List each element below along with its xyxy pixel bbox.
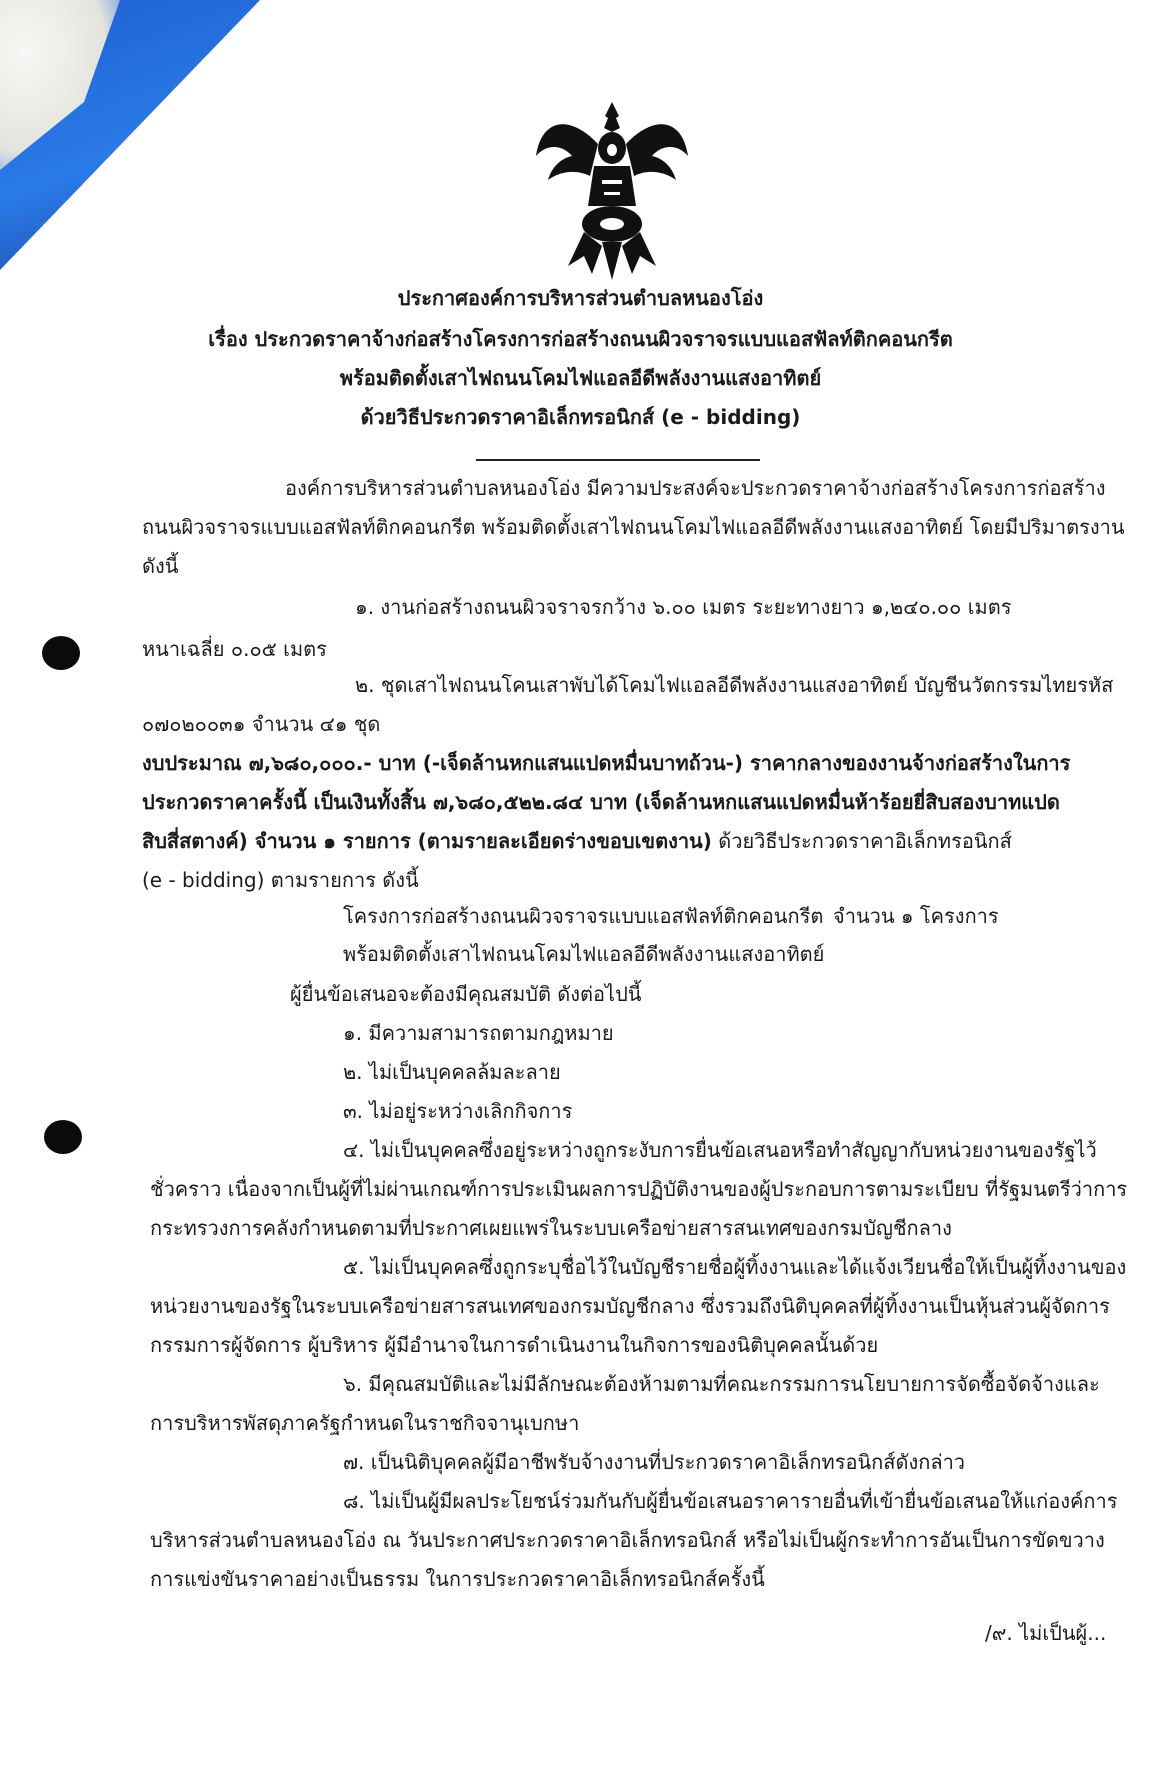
budget-paragraph-line bbox=[142, 828, 1012, 854]
continued-marker: /๙. ไม่เป็นผู้... bbox=[985, 1621, 1107, 1645]
qualification-item: ๔. ไม่เป็นบุคคลซึ่งอยู่ระหว่างถูกระงับการยื่นข้อเสนอหรือทำสัญญากับหน่วยงานของรัฐไว้ bbox=[343, 1138, 1097, 1162]
announcement-subject-line3: ด้วยวิธีประกวดราคาอิเล็กทรอนิกส์ (e - bidding) bbox=[360, 405, 801, 429]
project-item-name: โครงการก่อสร้างถนนผิวจราจรแบบแอสฟัลท์ติกคอนกรีต bbox=[343, 904, 824, 928]
scope-item-1: ๑. งานก่อสร้างถนนผิวจราจรกว้าง ๖.๐๐ เมตร ระยะทางยาว ๑,๒๔๐.๐๐ เมตร bbox=[355, 595, 1012, 619]
budget-bold-text: สิบสี่สตางค์) จำนวน ๑ รายการ (ตามรายละเอียดร่างขอบเขตงาน) bbox=[142, 829, 712, 853]
budget-plain-text: ด้วยวิธีประกวดราคาอิเล็กทรอนิกส์ bbox=[711, 829, 1012, 853]
qualification-item-cont: หน่วยงานของรัฐในระบบเครือข่ายสารสนเทศของกรมบัญชีกลาง ซึ่งรวมถึงนิติบุคคลที่ผู้ทิ้งงานเป็นหุ้นส่วนผู้จัดการ bbox=[150, 1294, 1110, 1318]
qualification-item: ๗. เป็นนิติบุคคลผู้มีอาชีพรับจ้างงานที่ประกวดราคาอิเล็กทรอนิกส์ดังกล่าว bbox=[343, 1450, 966, 1474]
qualification-item: ๕. ไม่เป็นบุคคลซึ่งถูกระบุชื่อไว้ในบัญชีรายชื่อผู้ทิ้งงานและได้แจ้งเวียนชื่อให้เป็นผู้ทิ้งงานของ bbox=[343, 1255, 1127, 1279]
punch-hole bbox=[44, 1120, 82, 1154]
qualification-item-cont: ชั่วคราว เนื่องจากเป็นผู้ที่ไม่ผ่านเกณฑ์การประเมินผลการปฏิบัติงานของผู้ประกอบการตามระเบียบ ที่รัฐมนตรีว่าการ bbox=[150, 1177, 1128, 1201]
garuda-emblem-icon bbox=[532, 96, 692, 284]
qualification-item: ๘. ไม่เป็นผู้มีผลประโยชน์ร่วมกันกับผู้ยื่นข้อเสนอราคารายอื่นที่เข้ายื่นข้อเสนอให้แก่องค์การ bbox=[343, 1489, 1118, 1513]
qualification-item-cont: การบริหารพัสดุภาครัฐกำหนดในราชกิจจานุเบกษา bbox=[150, 1411, 580, 1435]
project-item-name-cont: พร้อมติดตั้งเสาไฟถนนโคมไฟแอลอีดีพลังงานแสงอาทิตย์ bbox=[343, 942, 825, 966]
punch-hole bbox=[42, 636, 80, 670]
qualification-item-cont: กรรมการผู้จัดการ ผู้บริหาร ผู้มีอำนาจในการดำเนินงานในกิจการของนิติบุคคลนั้นด้วย bbox=[150, 1333, 879, 1357]
qualification-item: ๒. ไม่เป็นบุคคลล้มละลาย bbox=[343, 1060, 561, 1084]
qualification-item-cont: บริหารส่วนตำบลหนองโอ่ง ณ วันประกาศประกวดราคาอิเล็กทรอนิกส์ หรือไม่เป็นผู้กระทำการอันเป็นการขัดขวาง bbox=[150, 1528, 1105, 1552]
scope-item-1-cont: หนาเฉลี่ย ๐.๐๕ เมตร bbox=[142, 637, 327, 661]
qualification-item: ๑. มีความสามารถตามกฎหมาย bbox=[343, 1021, 614, 1045]
qualification-intro: ผู้ยื่นข้อเสนอจะต้องมีคุณสมบัติ ดังต่อไปนี้ bbox=[290, 982, 642, 1006]
budget-paragraph: งบประมาณ ๗,๖๘๐,๐๐๐.- บาท (-เจ็ดล้านหกแสนแปดหมื่นบาทถ้วน-) ราคากลางของงานจ้างก่อสร้างในการ bbox=[142, 751, 1071, 775]
project-item-qty: จำนวน ๑ โครงการ bbox=[833, 904, 999, 928]
qualification-item: ๖. มีคุณสมบัติและไม่มีลักษณะต้องห้ามตามที่คณะกรรมการนโยบายการจัดซื้อจัดจ้างและ bbox=[343, 1372, 1100, 1396]
qualification-item-cont: การแข่งขันราคาอย่างเป็นธรรม ในการประกวดราคาอิเล็กทรอนิกส์ครั้งนี้ bbox=[150, 1567, 765, 1591]
intro-paragraph: องค์การบริหารส่วนตำบลหนองโอ่ง มีความประสงค์จะประกวดราคาจ้างก่อสร้างโครงการก่อสร้าง bbox=[285, 476, 1106, 500]
budget-paragraph-line: (e - bidding) ตามรายการ ดังนี้ bbox=[142, 868, 419, 892]
intro-paragraph-line: ดังนี้ bbox=[142, 554, 179, 578]
qualification-item: ๓. ไม่อยู่ระหว่างเลิกกิจการ bbox=[343, 1099, 573, 1123]
scope-item-2: ๒. ชุดเสาไฟถนนโคนเสาพับได้โคมไฟแอลอีดีพลังงานแสงอาทิตย์ บัญชีนวัตกรรมไทยรหัส bbox=[355, 673, 1114, 697]
qualification-item-cont: กระทรวงการคลังกำหนดตามที่ประกาศเผยแพร่ในระบบเครือข่ายสารสนเทศของกรมบัญชีกลาง bbox=[150, 1216, 952, 1240]
announcement-title: ประกาศองค์การบริหารส่วนตำบลหนองโอ่ง bbox=[397, 286, 764, 310]
announcement-subject-line2: พร้อมติดตั้งเสาไฟถนนโคมไฟแอลอีดีพลังงานแสงอาทิตย์ bbox=[339, 366, 822, 390]
divider-line bbox=[476, 459, 760, 461]
intro-paragraph-line: ถนนผิวจราจรแบบแอสฟัลท์ติกคอนกรีต พร้อมติดตั้งเสาไฟถนนโคมไฟแอลอีดีพลังงานแสงอาทิตย์ โดยมีปริมาตรงาน bbox=[142, 515, 1125, 539]
announcement-subject: เรื่อง ประกวดราคาจ้างก่อสร้างโครงการก่อสร้างถนนผิวจราจรแบบแอสฟัลท์ติกคอนกรีต bbox=[208, 327, 953, 351]
budget-paragraph-line: ประกวดราคาครั้งนี้ เป็นเงินทั้งสิ้น ๗,๖๘๐,๕๒๒.๘๔ บาท (เจ็ดล้านหกแสนแปดหมื่นห้าร้อยยี่สิบสองบาทแปด bbox=[142, 790, 1060, 814]
scope-item-2-cont: ๐๗๐๒๐๐๓๑ จำนวน ๔๑ ชุด bbox=[142, 712, 381, 736]
